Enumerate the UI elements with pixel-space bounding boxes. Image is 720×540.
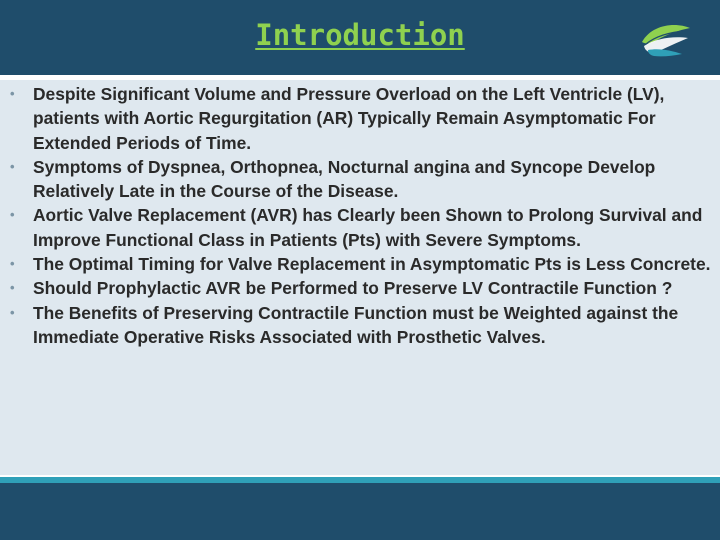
bullet-text: Symptoms of Dyspnea, Orthopnea, Nocturnal angina and Syncope Develop Relatively Late in the Course of the Disease.	[33, 156, 656, 202]
bullet-list	[0, 82, 720, 349]
bullet-dot-icon: •	[10, 256, 15, 272]
bullet-text: Aortic Valve Replacement (AVR) has Clearly been Shown to Prolong Survival and Improve Functional Class in Patients (Pts) with Severe Symptoms.	[33, 205, 703, 250]
bullet-dot-icon: •	[10, 280, 15, 296]
bullet-item	[0, 276, 720, 300]
footer-bar	[0, 483, 720, 540]
bullet-item	[0, 252, 720, 276]
bullet-item	[0, 301, 720, 350]
bullet-item	[0, 82, 720, 155]
bullet-text: The Benefits of Preserving Contractile Function must be Weighted against the Immediate Operative Risks Associated with Prosthetic Valves.	[33, 302, 679, 347]
bullet-text: The Optimal Timing for Valve Replacement in Asymptomatic Pts is Less Concrete.	[33, 254, 711, 275]
leaf-logo-icon	[636, 20, 692, 60]
bullet-dot-icon: •	[10, 86, 15, 101]
bullet-dot-icon: •	[10, 207, 15, 223]
bullet-dot-icon: •	[10, 304, 15, 320]
bullet-text: Despite Significant Volume and Pressure Overload on the Left Ventricle (LV), patients with Aortic Regurgitation (AR) Typically Remain Asymptomatic For Extended Periods of Time.	[33, 84, 665, 153]
bullet-text: Should Prophylactic AVR be Performed to Preserve LV Contractile Function ?	[33, 278, 673, 299]
bullet-item	[0, 203, 720, 252]
slide-title: Introduction	[255, 18, 465, 52]
bullet-item	[0, 155, 720, 204]
header-bar	[0, 0, 720, 75]
bullet-dot-icon: •	[10, 158, 15, 174]
content-area	[0, 80, 720, 475]
